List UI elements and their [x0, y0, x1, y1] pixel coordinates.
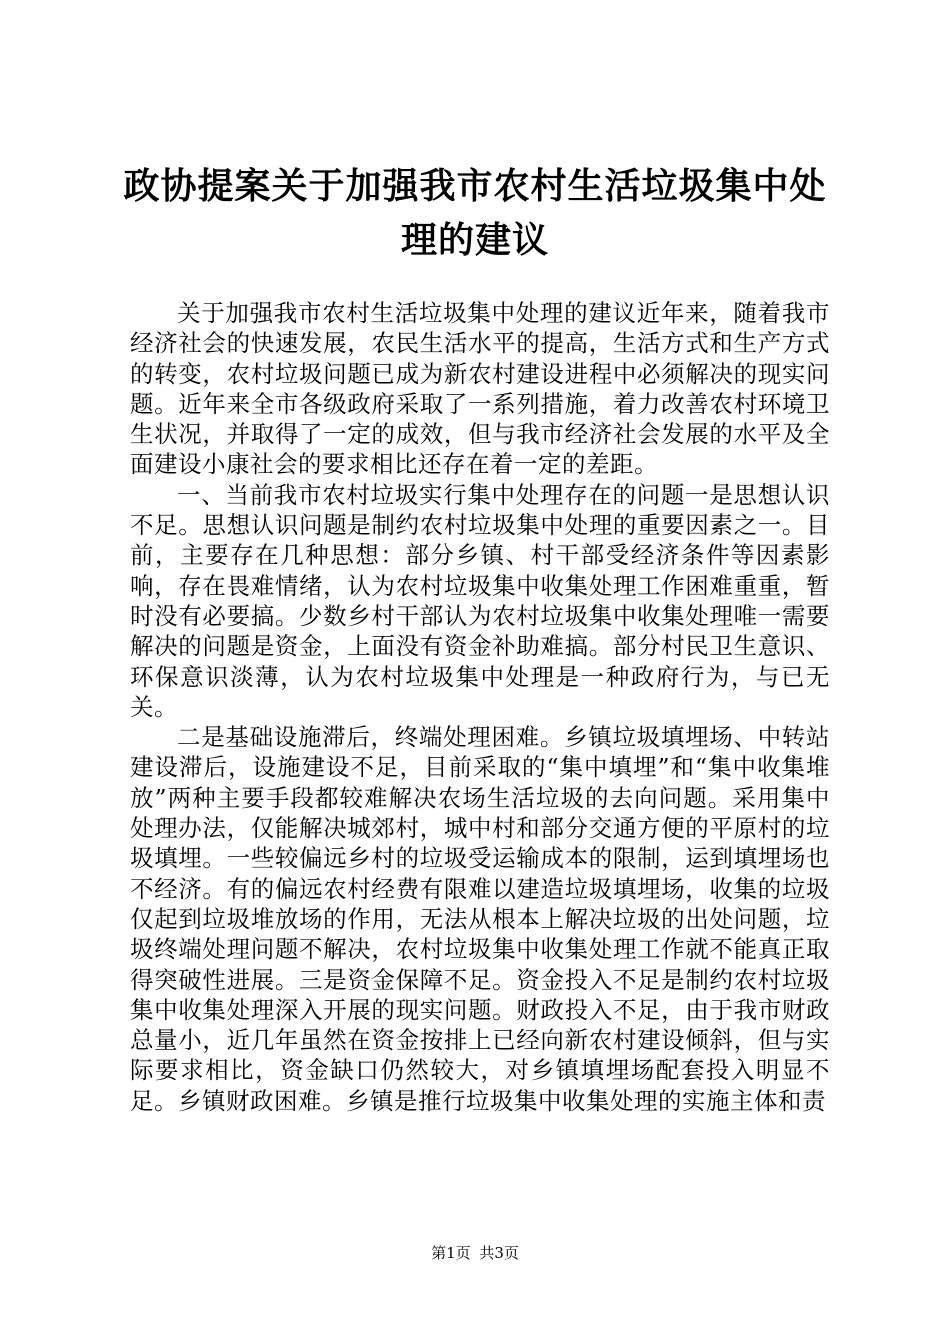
paragraph-intro: 关于加强我市农村生活垃圾集中处理的建议近年来，随着我市经济社会的快速发展，农民生活水平的提高，生活方式和生产方式的转变，农村垃圾问题已成为新农村建设进程中必须解决的现实问题。近年来全市各级政府采取了一系列措施，着力改善农村环境卫生状况，并取得了一定的成效，但与我市经济社会发展的水平及全面建设小康社会的要求相比还存在着一定的差距。 [130, 299, 830, 479]
paragraph-section-one: 一、当前我市农村垃圾实行集中处理存在的问题一是思想认识不足。思想认识问题是制约农村垃圾集中处理的重要因素之一。目前，主要存在几种思想：部分乡镇、村干部受经济条件等因素影响，存在畏难情绪，认为农村垃圾集中收集处理工作困难重重，暂时没有必要搞。少数乡村干部认为农村垃圾集中收集处理唯一需要解决的问题是资金，上面没有资金补助难搞。部分村民卫生意识、环保意识淡薄，认为农村垃圾集中处理是一种政府行为，与已无关。 [130, 480, 830, 721]
document-title: 政协提案关于加强我市农村生活垃圾集中处理的建议 [123, 166, 827, 261]
document-body [130, 298, 830, 1116]
page-count: 共3页 [479, 1244, 519, 1262]
paragraph-section-two: 二是基础设施滞后，终端处理困难。乡镇垃圾填埋场、中转站建设滞后，设施建设不足，目前采取的“集中填埋”和“集中收集堆放”两种主要手段都较难解决农场生活垃圾的去向问题。采用集中处理办法，仅能解决城郊村，城中村和部分交通方便的平原村的垃圾填埋。一些较偏远乡村的垃圾受运输成本的限制，运到填埋场也不经济。有的偏远农村经费有限难以建造垃圾填埋场，收集的垃圾仅起到垃圾堆放场的作用，无法从根本上解决垃圾的出处问题，垃圾终端处理问题不解决，农村垃圾集中收集处理工作就不能真正取得突破性进展。三是资金保障不足。资金投入不足是制约农村垃圾集中收集处理深入开展的现实问题。财政投入不足，由于我市财政总量小，近几年虽然在资金按排上已经向新农村建设倾斜，但与实际要求相比，资金缺口仍然较大，对乡镇填埋场配套投入明显不足。乡镇财政困难。乡镇是推行垃圾集中收集处理的实施主体和责 [130, 723, 830, 1115]
page-number: 第1页 [431, 1244, 471, 1262]
page-footer [0, 1243, 950, 1263]
